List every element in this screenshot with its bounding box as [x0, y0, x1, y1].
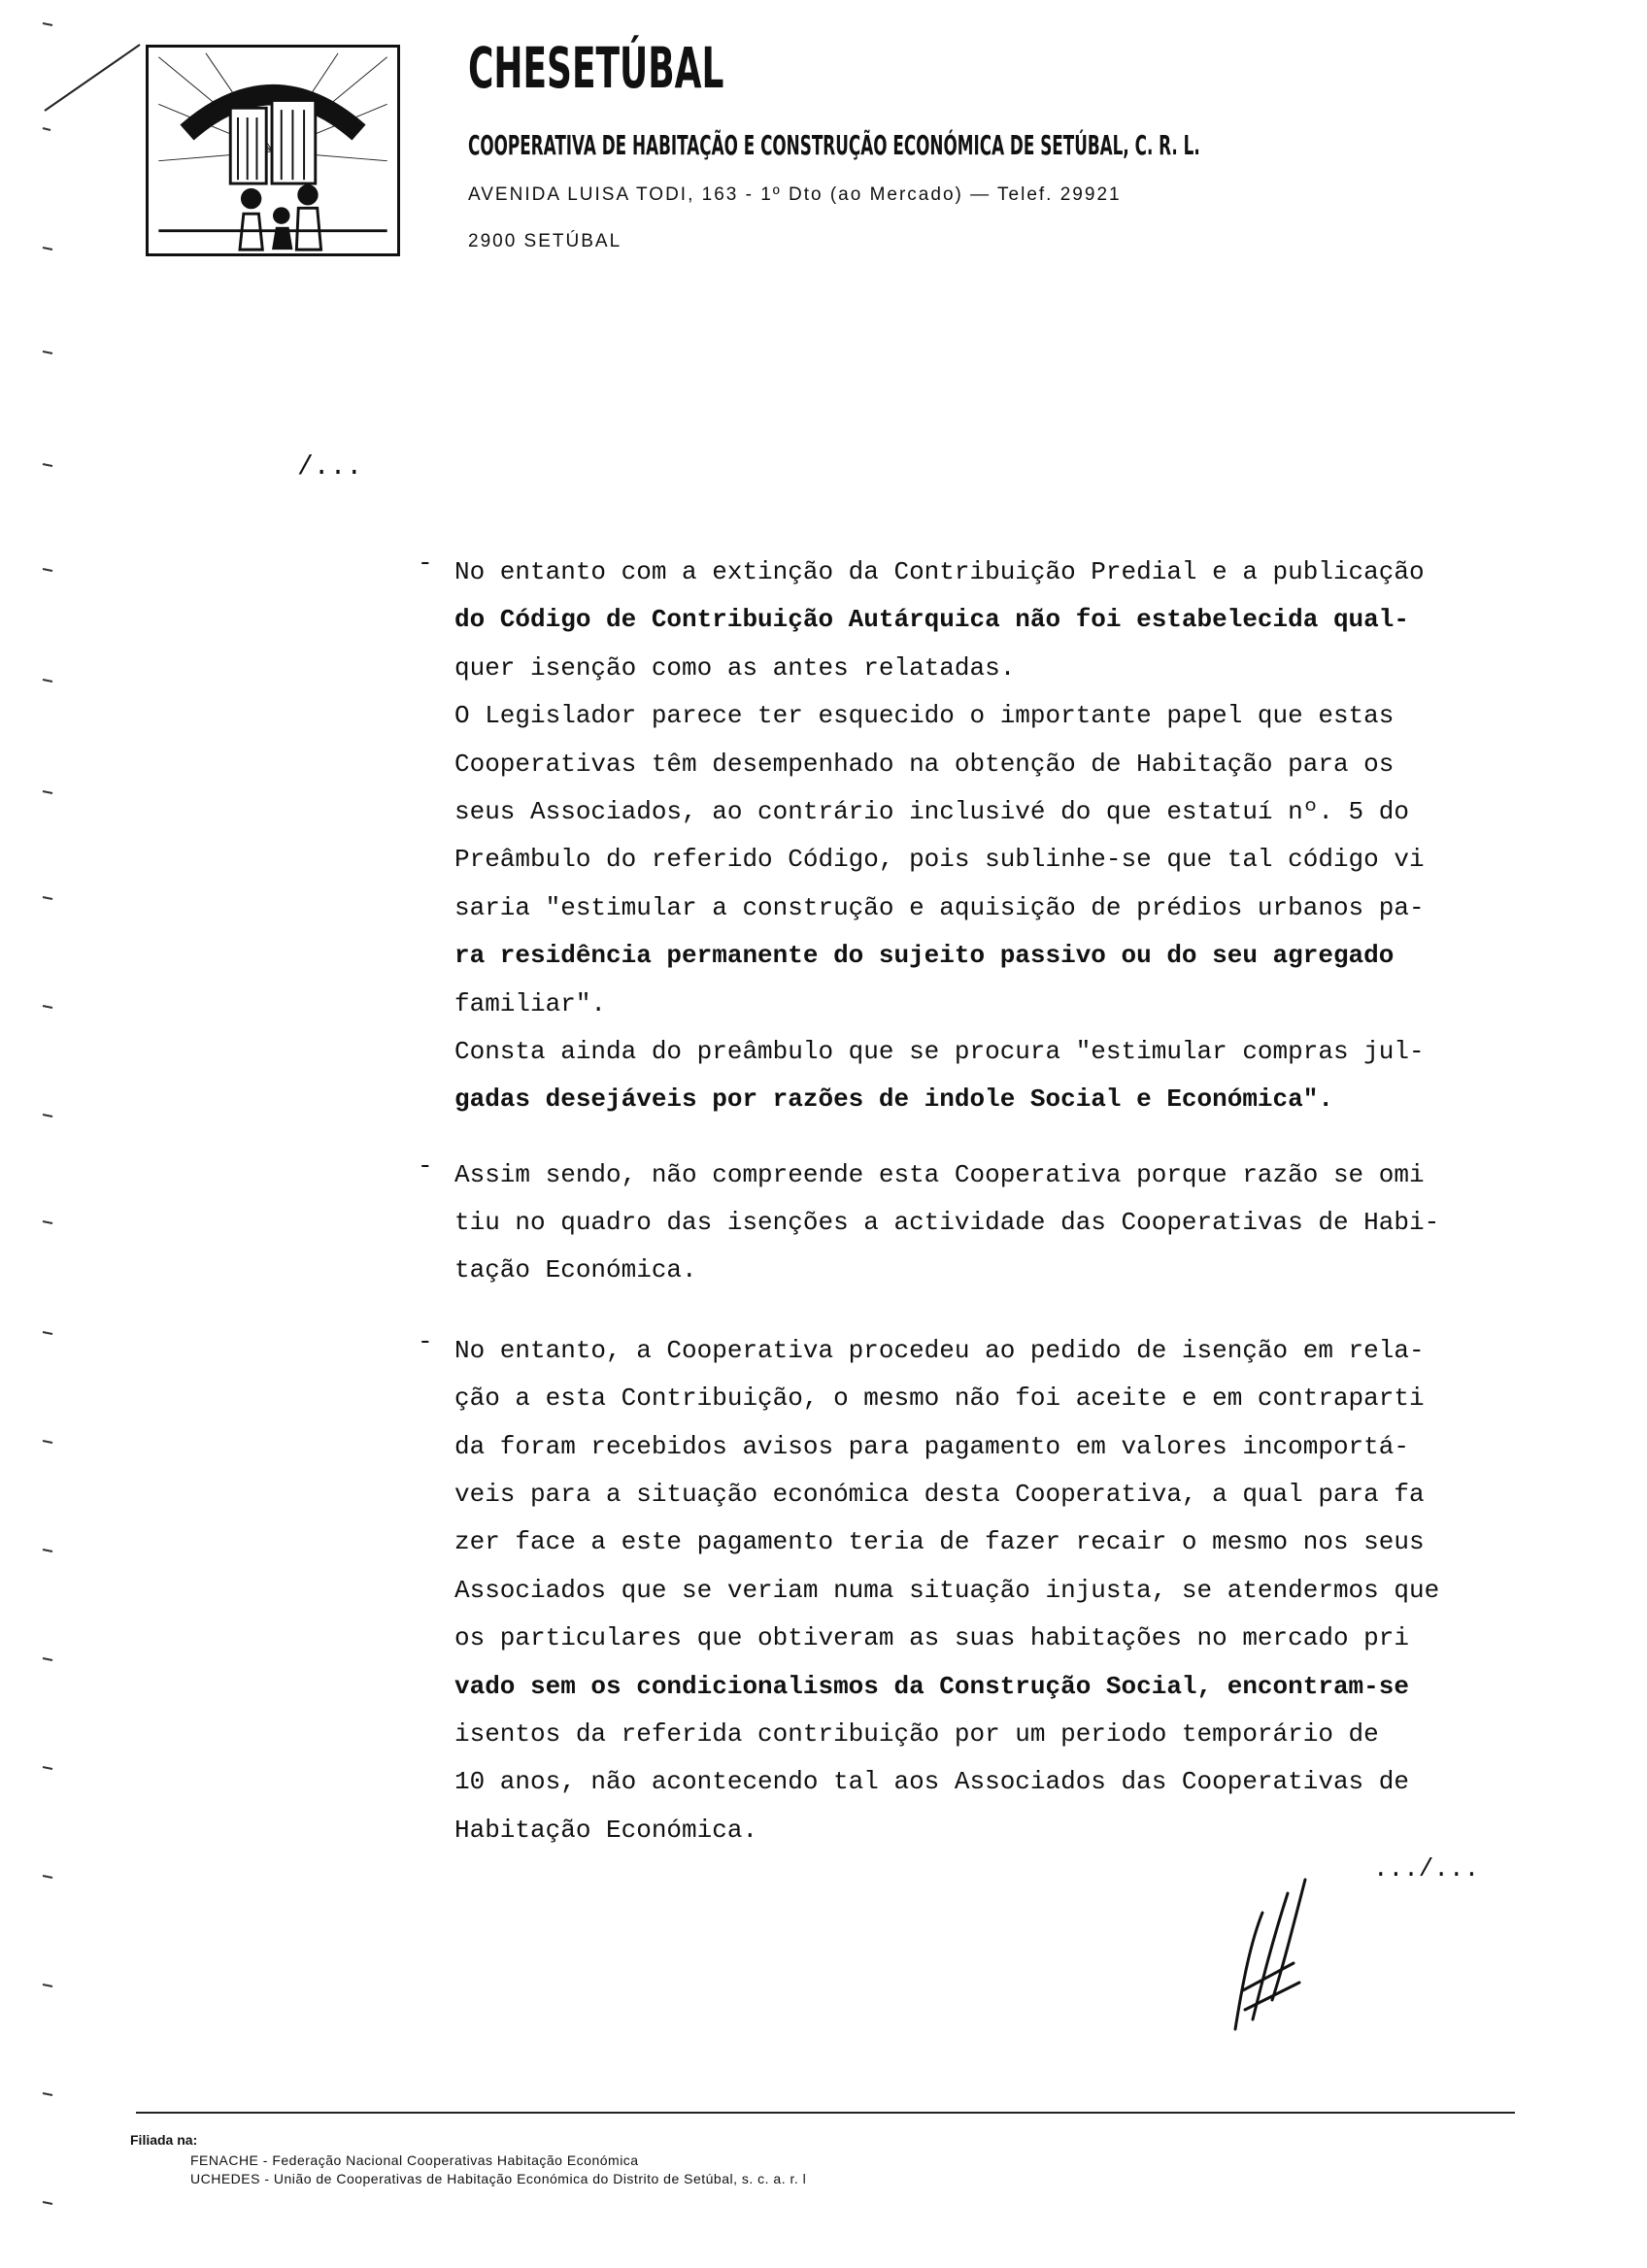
footer-divider — [136, 2112, 1515, 2114]
text-line: os particulares que obtiveram as suas habitações no mercado pri — [454, 1623, 1409, 1653]
text-line: isentos da referida contribuição por um periodo temporário de — [454, 1718, 1379, 1749]
text-line: Consta ainda do preâmbulo que se procura "estimular compras jul- — [454, 1036, 1425, 1066]
margin-marks — [39, 0, 68, 2268]
text-line: do Código de Contribuição Autárquica não foi estabelecida qual- — [454, 605, 1409, 635]
text-line: quer isenção como as antes relatadas. — [454, 652, 1016, 683]
text-line: saria "estimular a construção e aquisição de prédios urbanos pa- — [454, 892, 1425, 922]
letter-body — [418, 549, 1509, 1854]
affiliation-item: FENACHE - Federação Nacional Cooperativas Habitação Económica — [190, 2152, 639, 2168]
text-line: tiu no quadro das isenções a actividade das Cooperativas de Habi- — [454, 1208, 1440, 1238]
text-line: O Legislador parece ter esquecido o importante papel que estas — [454, 701, 1395, 731]
text-line: 10 anos, não acontecendo tal aos Associados das Cooperativas de — [454, 1767, 1409, 1797]
paragraph — [418, 549, 1509, 1124]
text-line: Cooperativas têm desempenhado na obtenção de Habitação para os — [454, 749, 1395, 779]
logo-emblem — [149, 48, 397, 253]
bullet-dash: - — [418, 1326, 433, 1356]
footer-heading: Filiada na: — [130, 2132, 198, 2148]
organization-full-name: COOPERATIVA DE HABITAÇÃO E CONSTRUÇÃO ECONÓMICA DE SETÚBAL, C. R. L. — [468, 129, 1200, 161]
footer — [130, 2132, 806, 2188]
continuation-mark-bottom: .../... — [1373, 1854, 1480, 1884]
text-line: tação Económica. — [454, 1255, 697, 1285]
text-line: ra residência permanente do sujeito passivo ou do seu agregado — [454, 941, 1395, 971]
cooperative-logo — [146, 45, 400, 256]
corner-mark — [39, 39, 146, 117]
paragraph — [418, 1326, 1509, 1854]
text-line: ção a esta Contribuição, o mesmo não foi aceite e em contraparti — [454, 1384, 1425, 1414]
text-line: zer face a este pagamento teria de fazer recair o mesmo nos seus — [454, 1527, 1425, 1557]
organization-name: CHESETÚBAL — [468, 35, 724, 101]
text-line: gadas desejáveis por razões de indole Social e Económica". — [454, 1084, 1333, 1115]
text-line: da foram recebidos avisos para pagamento em valores incomportá- — [454, 1431, 1409, 1461]
text-line: Preâmbulo do referido Código, pois sublinhe-se que tal código vi — [454, 845, 1425, 875]
text-line: Habitação Económica. — [454, 1815, 758, 1845]
text-line: vado sem os condicionalismos da Construção Social, encontram-se — [454, 1671, 1409, 1701]
text-line: No entanto, a Cooperativa procedeu ao pedido de isenção em rela- — [454, 1335, 1425, 1365]
text-line: seus Associados, ao contrário inclusivé do que estatuí nº. 5 do — [454, 796, 1409, 826]
bullet-dash: - — [418, 549, 433, 578]
continuation-mark-top: /... — [297, 452, 363, 483]
signature-initials — [1224, 1874, 1330, 2039]
bullet-dash: - — [418, 1151, 433, 1181]
paragraph — [418, 1151, 1509, 1295]
text-line: veis para a situação económica desta Cooperativa, a qual para fa — [454, 1480, 1425, 1510]
text-line: No entanto com a extinção da Contribuição Predial e a publicação — [454, 557, 1425, 586]
text-line: Assim sendo, não compreende esta Cooperativa porque razão se omi — [454, 1159, 1425, 1189]
affiliation-item: UCHEDES - União de Cooperativas de Habitação Económica do Distrito de Setúbal, s. c. a. r. l — [190, 2171, 807, 2186]
text-line: familiar". — [454, 988, 607, 1018]
address-line: AVENIDA LUISA TODI, 163 - 1º Dto (ao Mercado) — Telef. 29921 — [468, 184, 1122, 205]
city-line: 2900 SETÚBAL — [468, 231, 622, 251]
text-line: Associados que se veriam numa situação injusta, se atendermos que — [454, 1575, 1440, 1605]
